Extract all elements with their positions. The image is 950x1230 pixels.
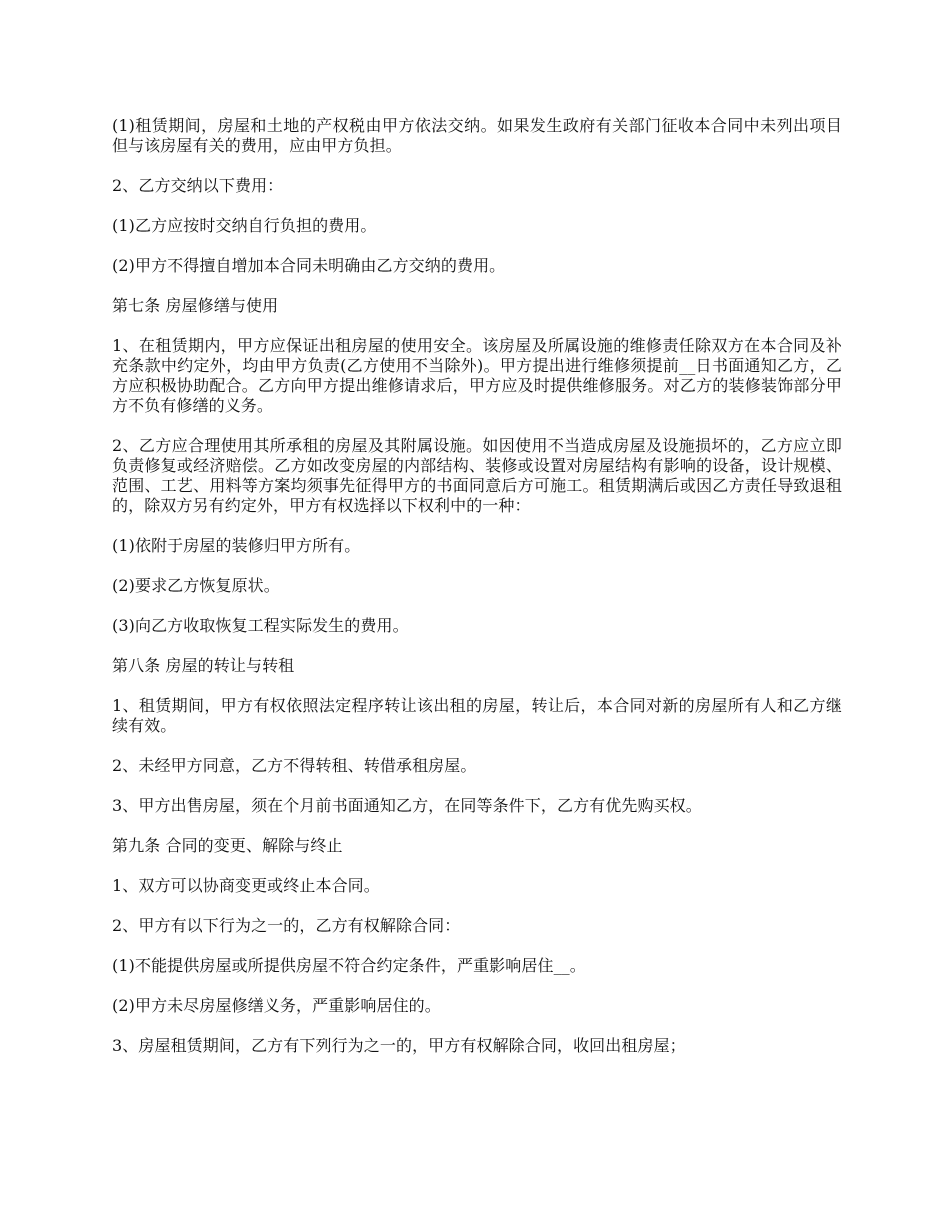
- paragraph: 2、乙方应合理使用其所承租的房屋及其附属设施。如因使用不当造成房屋及设施损坏的，乙方应立即负责修复或经济赔偿。乙方如改变房屋的内部结构、装修或设置对房屋结构有影响的设备，设计规模、范围、工艺、用料等方案均须事先征得甲方的书面同意后方可施工。租赁期满后或因乙方责任导致退租的，除双方另有约定外，甲方有权选择以下权利中的一种：: [112, 436, 842, 515]
- section-heading: 第七条 房屋修缮与使用: [112, 296, 279, 315]
- paragraph: (2)要求乙方恢复原状。: [112, 576, 280, 595]
- paragraph: (1)乙方应按时交纳自行负担的费用。: [112, 216, 377, 235]
- paragraph: 3、甲方出售房屋，须在个月前书面通知乙方，在同等条件下，乙方有优先购买权。: [112, 796, 702, 815]
- section-heading: 第八条 房屋的转让与转租: [112, 656, 295, 675]
- paragraph: (1)不能提供房屋或所提供房屋不符合约定条件，严重影响居住__。: [112, 956, 586, 975]
- section-heading: 第九条 合同的变更、解除与终止: [112, 836, 343, 855]
- paragraph: 2、未经甲方同意，乙方不得转租、转借承租房屋。: [112, 756, 477, 775]
- paragraph: 3、房屋租赁期间，乙方有下列行为之一的，甲方有权解除合同，收回出租房屋；: [112, 1036, 686, 1055]
- paragraph: 2、甲方有以下行为之一的，乙方有权解除合同：: [112, 916, 461, 935]
- paragraph: 1、双方可以协商变更或终止本合同。: [112, 876, 380, 895]
- paragraph: 2、乙方交纳以下费用：: [112, 176, 284, 195]
- paragraph: 1、租赁期间，甲方有权依照法定程序转让该出租的房屋，转让后，本合同对新的房屋所有人和乙方继续有效。: [112, 696, 842, 735]
- paragraph: (2)甲方未尽房屋修缮义务，严重影响居住的。: [112, 996, 441, 1015]
- paragraph: (1)租赁期间，房屋和土地的产权税由甲方依法交纳。如果发生政府有关部门征收本合同中未列出项目但与该房屋有关的费用，应由甲方负担。: [112, 116, 842, 155]
- paragraph: (2)甲方不得擅自增加本合同未明确由乙方交纳的费用。: [112, 256, 506, 275]
- paragraph: (3)向乙方收取恢复工程实际发生的费用。: [112, 616, 409, 635]
- paragraph: (1)依附于房屋的装修归甲方所有。: [112, 536, 361, 555]
- paragraph: 1、在租赁期内，甲方应保证出租房屋的使用安全。该房屋及所属设施的维修责任除双方在本合同及补充条款中约定外，均由甲方负责(乙方使用不当除外)。甲方提出进行维修须提前__日书面通知乙方，乙方应积极协助配合。乙方向甲方提出维修请求后，甲方应及时提供维修服务。对乙方的装修装饰部分甲方不负有修缮的义务。: [112, 336, 842, 415]
- document-page: [112, 116, 842, 1076]
